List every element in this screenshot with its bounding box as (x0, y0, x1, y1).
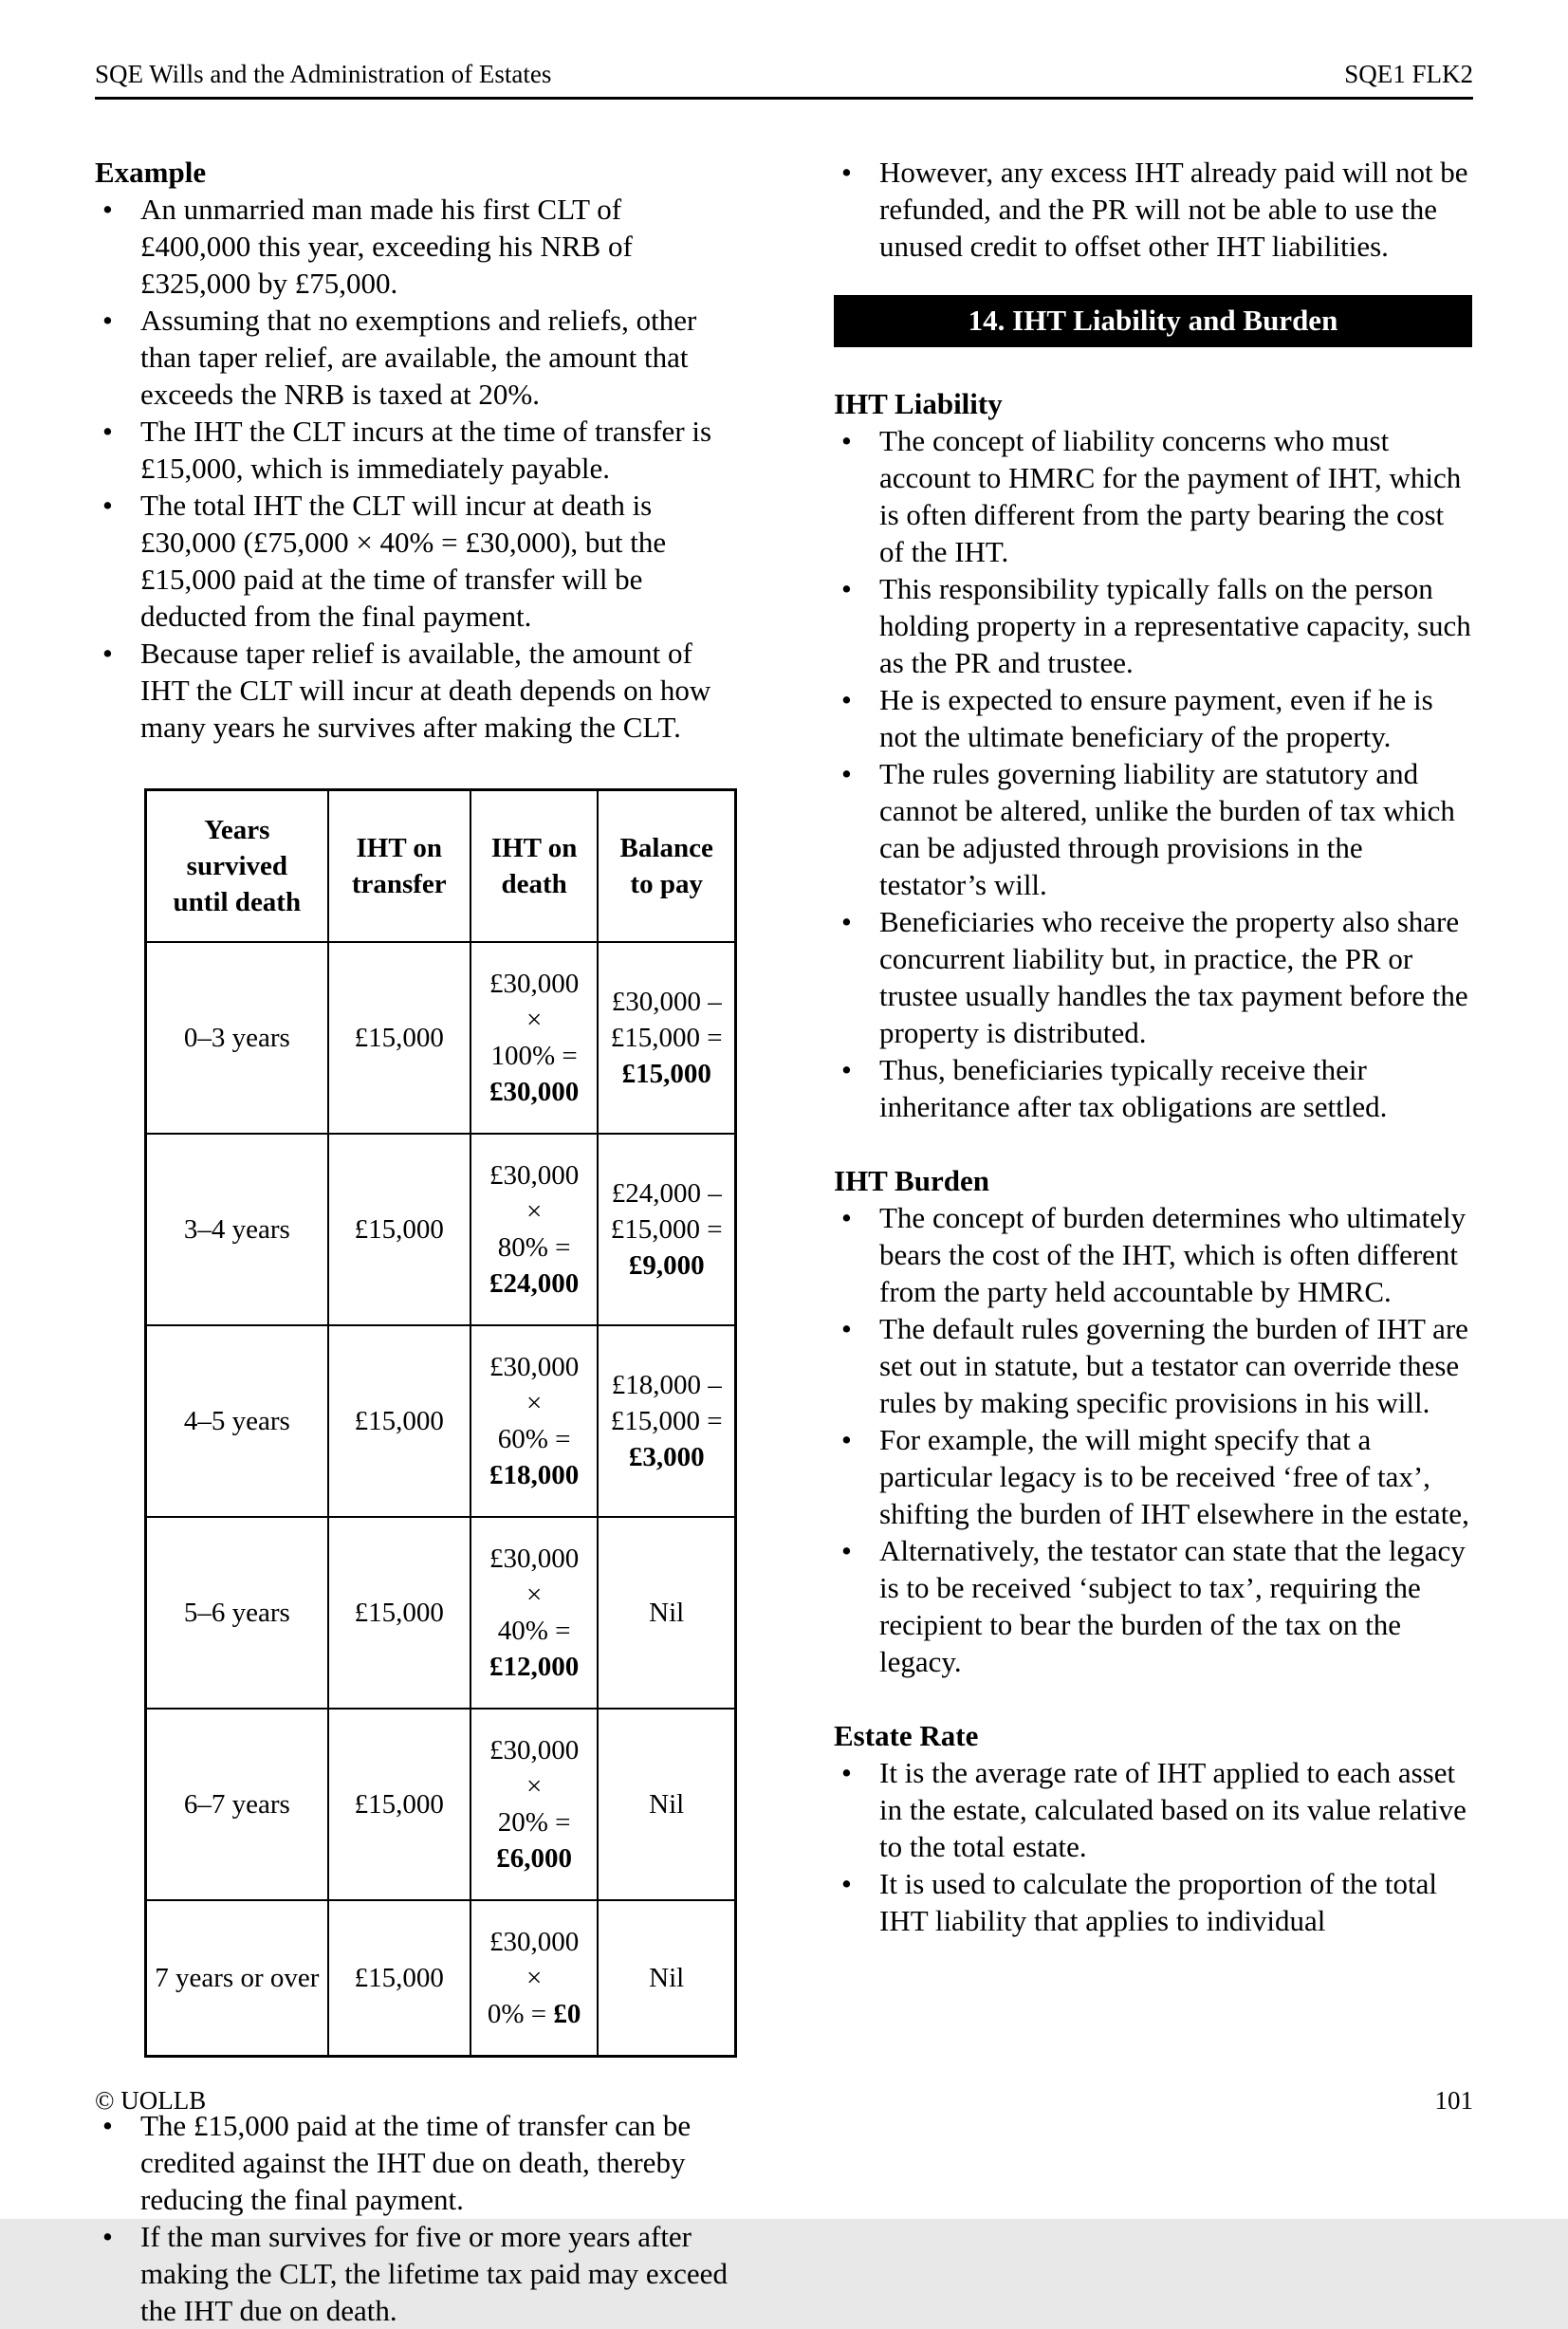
cell-text: 100% = (490, 1041, 578, 1071)
cell-line (479, 1074, 590, 1110)
bullet-item (834, 903, 1472, 1051)
cell-line (155, 1020, 320, 1056)
cell-text: £30,000 × (489, 1160, 580, 1227)
table-cell (598, 1900, 735, 2057)
cell-line (606, 1595, 727, 1631)
bullet-marker (834, 755, 879, 903)
cell-text: 3–4 years (183, 1214, 290, 1245)
cell-text: 5–6 years (183, 1598, 290, 1628)
bullet-marker (95, 487, 140, 635)
copyright-text: © UOLLB (95, 2086, 207, 2115)
bullet-item (95, 413, 733, 487)
bullet-text: Thus, beneficiaries typically receive their inheritance after tax obligations are settled. (879, 1053, 1388, 1123)
cell-line (606, 1403, 727, 1439)
cell-text: £30,000 × (489, 1927, 580, 1993)
bullet-marker (95, 635, 140, 746)
cell-line (479, 1924, 590, 1996)
bullet-marker (95, 302, 140, 413)
cell-text: £15,000 (354, 1023, 444, 1053)
section-heading: IHT Liability (834, 387, 1003, 420)
bullet-text: Assuming that no exemptions and reliefs, other than taper relief, are available, the amount that exceeds the NRB is taxed at 20%. (140, 304, 697, 411)
cell-line (155, 1595, 320, 1631)
bullet-marker (834, 1532, 879, 1680)
cell-line (479, 1038, 590, 1074)
table-header-cell: IHT on transfer (328, 790, 470, 943)
bullet-text: The total IHT the CLT will incur at death is £30,000 (£75,000 × 40% = £30,000), but the £15,000 paid at the time of transfer will be deducted from the final payment. (140, 489, 667, 633)
cell-text: 80% = (497, 1232, 571, 1263)
table-cell (598, 942, 735, 1134)
cell-text: 0–3 years (183, 1023, 290, 1053)
table-row (146, 942, 736, 1134)
cell-line (337, 1211, 462, 1248)
section-iht-burden (834, 1162, 1472, 1680)
page-number: 101 (1434, 2086, 1473, 2115)
bullet-item (95, 191, 733, 302)
left-column (95, 154, 733, 2329)
bullet-text: The concept of burden determines who ultimately bears the cost of the IHT, which is often different from the party held accountable by HMRC. (879, 1201, 1467, 1308)
table-header-row (146, 790, 736, 943)
cell-line (479, 1613, 590, 1649)
table-head (146, 790, 736, 943)
bullet-marker (834, 1754, 879, 1865)
cell-text: £18,000 – (611, 1370, 722, 1400)
bullet-marker (834, 681, 879, 755)
bullet-text: The concept of liability concerns who must account to HMRC for the payment of IHT, which is often different from the party bearing the cost of the IHT. (879, 424, 1462, 568)
taper-relief-table (144, 788, 737, 2058)
cell-line (479, 966, 590, 1038)
table-row (146, 1325, 736, 1517)
cell-line (479, 1732, 590, 1804)
after-table-bullet-list (95, 2107, 733, 2329)
cell-line (479, 1157, 590, 1229)
bullet-text: Alternatively, the testator can state that the legacy is to be received ‘subject to tax’, requiring the recipient to bear the burden of the tax on the legacy. (879, 1534, 1466, 1678)
header-code: SQE1 FLK2 (1344, 60, 1473, 88)
cell-line (337, 1403, 462, 1439)
example-bullet-list (95, 191, 733, 746)
cell-line (479, 1541, 590, 1613)
table-cell (470, 1325, 599, 1517)
table-header-cell: Years survived until death (146, 790, 328, 943)
cell-text: 60% = (497, 1424, 571, 1454)
table-cell (598, 1517, 735, 1709)
bullet-text: The rules governing liability are statutory and cannot be altered, unlike the burden of tax which can be adjusted through provisions in the testator’s will. (879, 757, 1455, 901)
bullet-text: It is the average rate of IHT applied to each asset in the estate, calculated based on its value relative to the total estate. (879, 1756, 1467, 1863)
cell-line (479, 1229, 590, 1266)
cell-text: £30,000 × (489, 1543, 580, 1610)
bullet-marker (95, 2107, 140, 2218)
bullet-text: The IHT the CLT incurs at the time of transfer is £15,000, which is immediately payable. (140, 415, 712, 485)
cell-text: 4–5 years (183, 1406, 290, 1436)
cell-line (606, 984, 727, 1020)
cell-text: £15,000 = (610, 1023, 723, 1053)
section-estate-rate (834, 1717, 1472, 1939)
table-cell (470, 1134, 599, 1325)
table-row (146, 1709, 736, 1900)
table-cell (470, 1517, 599, 1709)
bullet-item (834, 154, 1472, 265)
cell-text: Nil (649, 1789, 685, 1820)
bullet-text: This responsibility typically falls on the person holding property in a representative capacity, such as the PR and trustee. (879, 572, 1471, 679)
cell-line (155, 1960, 320, 1996)
chapter-banner: 14. IHT Liability and Burden (834, 295, 1472, 347)
table-cell (146, 1134, 328, 1325)
bullet-text: An unmarried man made his first CLT of £400,000 this year, exceeding his NRB of £325,000 by £75,000. (140, 193, 633, 300)
bullet-text: For example, the will might specify that a particular legacy is to be received ‘free of tax’, shifting the burden of IHT elsewhere in the estate, (879, 1423, 1469, 1530)
bullet-text: He is expected to ensure payment, even if he is not the ultimate beneficiary of the property. (879, 683, 1433, 753)
cell-text: 40% = (497, 1616, 571, 1646)
page-footer (95, 2085, 1473, 2116)
cell-text: 6–7 years (183, 1789, 290, 1820)
bullet-item (834, 1051, 1472, 1125)
cell-line (337, 1020, 462, 1056)
cell-line (337, 1786, 462, 1822)
bullet-text: However, any excess IHT already paid will not be refunded, and the PR will not be able to use the unused credit to offset other IHT liabilities. (879, 156, 1468, 263)
cell-text: £15,000 (621, 1059, 711, 1089)
bullet-text: The default rules governing the burden of IHT are set out in statute, but a testator can override these rules by making specific provisions in his will. (879, 1312, 1468, 1419)
cell-line (479, 1421, 590, 1457)
cell-line (337, 1960, 462, 1996)
cell-text: £30,000 × (489, 1735, 580, 1802)
table-cell (328, 942, 470, 1134)
cell-line (606, 1367, 727, 1403)
table-cell (328, 1900, 470, 2057)
cell-line (155, 1211, 320, 1248)
bullet-item (834, 1199, 1472, 1310)
bullet-item (95, 487, 733, 635)
bullet-item (834, 681, 1472, 755)
bullet-item (95, 2218, 733, 2329)
cell-line (155, 1403, 320, 1439)
cell-line (479, 1349, 590, 1421)
bullet-marker (834, 1865, 879, 1939)
bullet-marker (834, 422, 879, 570)
cell-text: Nil (649, 1963, 685, 1993)
cell-line (479, 1649, 590, 1685)
table-cell (146, 942, 328, 1134)
bullet-item (834, 1754, 1472, 1865)
section-heading: Estate Rate (834, 1719, 979, 1752)
bullet-text: Beneficiaries who receive the property also share concurrent liability but, in practice, the PR or trustee usually handles the tax payment before the property is distributed. (879, 905, 1468, 1049)
table-cell (470, 1900, 599, 2057)
cell-text: £9,000 (628, 1250, 705, 1281)
cell-text: £15,000 (354, 1789, 444, 1820)
table-cell (598, 1709, 735, 1900)
cell-text: £15,000 (354, 1214, 444, 1245)
bullet-text: Because taper relief is available, the amount of IHT the CLT will incur at death depends on how many years he survives after making the CLT. (140, 637, 711, 744)
table-cell (328, 1134, 470, 1325)
table-cell (146, 1900, 328, 2057)
cell-line (479, 1266, 590, 1302)
cell-text: £15,000 = (610, 1214, 723, 1245)
cell-text: 7 years or over (155, 1963, 320, 1993)
bullet-item (95, 635, 733, 746)
bullet-item (834, 422, 1472, 570)
intro-bullet-list (834, 154, 1472, 265)
bullet-text: The £15,000 paid at the time of transfer can be credited against the IHT due on death, thereby reducing the final payment. (140, 2109, 692, 2216)
cell-text: £30,000 × (489, 969, 580, 1035)
cell-line (606, 1175, 727, 1211)
cell-text: £15,000 = (610, 1406, 723, 1436)
bullet-marker (834, 1051, 879, 1125)
cell-text: £15,000 (354, 1963, 444, 1993)
bullet-item (834, 1865, 1472, 1939)
table-cell (146, 1325, 328, 1517)
cell-line (606, 1020, 727, 1056)
table-cell (146, 1517, 328, 1709)
cell-text: 20% = (497, 1807, 571, 1838)
bullet-item (95, 302, 733, 413)
bullet-item (834, 755, 1472, 903)
cell-line (155, 1786, 320, 1822)
bullet-marker (834, 570, 879, 681)
cell-text: £0 (553, 1999, 581, 2029)
cell-line (606, 1056, 727, 1092)
table-cell (146, 1709, 328, 1900)
bullet-marker (95, 413, 140, 487)
page-header (95, 59, 1473, 100)
cell-text: £24,000 – (611, 1178, 722, 1209)
cell-text: £15,000 (354, 1406, 444, 1436)
cell-text: £18,000 (489, 1460, 580, 1490)
bullet-item (834, 1532, 1472, 1680)
cell-text: £24,000 (489, 1268, 580, 1299)
table-row (146, 1134, 736, 1325)
table-cell (470, 1709, 599, 1900)
table-row (146, 1900, 736, 2057)
cell-line (479, 1840, 590, 1876)
cell-line (337, 1595, 462, 1631)
cell-text: £15,000 (354, 1598, 444, 1628)
cell-line (479, 1804, 590, 1840)
two-column-layout (95, 154, 1473, 2329)
cell-text: £30,000 – (611, 987, 722, 1017)
cell-line (479, 1457, 590, 1493)
example-heading: Example (95, 156, 207, 189)
bullet-marker (834, 154, 879, 265)
section-heading: IHT Burden (834, 1164, 989, 1197)
table-cell (598, 1325, 735, 1517)
cell-text: £12,000 (489, 1652, 580, 1682)
bullet-item (834, 1421, 1472, 1532)
cell-text: £3,000 (628, 1442, 705, 1472)
table-row (146, 1517, 736, 1709)
cell-line (479, 1996, 590, 2032)
table-cell (328, 1325, 470, 1517)
table-body (146, 942, 736, 2057)
table-cell (328, 1709, 470, 1900)
table-header-cell: Balance to pay (598, 790, 735, 943)
bullet-text: It is used to calculate the proportion of the total IHT liability that applies to individual (879, 1867, 1437, 1937)
bullet-marker (95, 191, 140, 302)
cell-text: 0% = (487, 1999, 554, 2029)
bullet-item (834, 1310, 1472, 1421)
cell-text: £30,000 × (489, 1352, 580, 1418)
bullet-marker (834, 1421, 879, 1532)
bullet-item (95, 2107, 733, 2218)
table-cell (328, 1517, 470, 1709)
cell-text: Nil (649, 1598, 685, 1628)
table-cell (598, 1134, 735, 1325)
bullet-marker (834, 1310, 879, 1421)
bullet-text: If the man survives for five or more years after making the CLT, the lifetime tax paid may exceed the IHT due on death. (140, 2220, 728, 2327)
bullet-item (834, 570, 1472, 681)
bullet-marker (834, 903, 879, 1051)
header-title: SQE Wills and the Administration of Estates (95, 60, 552, 88)
bullet-marker (834, 1199, 879, 1310)
table-cell (470, 942, 599, 1134)
cell-line (606, 1786, 727, 1822)
cell-line (606, 1248, 727, 1284)
cell-line (606, 1439, 727, 1475)
cell-line (606, 1960, 727, 1996)
cell-text: £30,000 (489, 1077, 580, 1107)
bullet-marker (95, 2218, 140, 2329)
right-column (834, 154, 1472, 2329)
cell-text: £6,000 (496, 1843, 572, 1874)
section-iht-liability (834, 385, 1472, 1125)
cell-line (606, 1211, 727, 1248)
table-header-cell: IHT on death (470, 790, 599, 943)
